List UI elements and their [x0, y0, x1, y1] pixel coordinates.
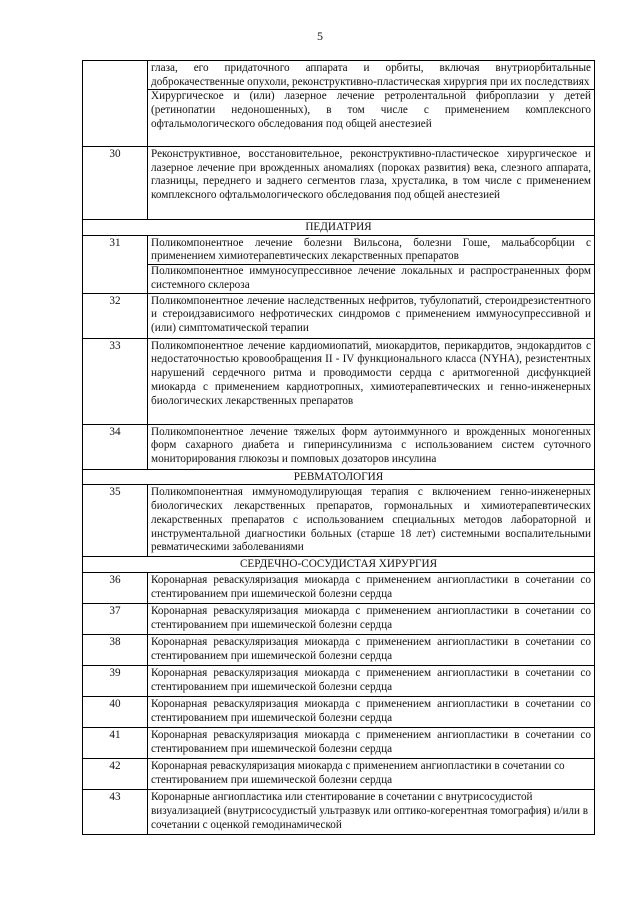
row-number: 39 — [83, 666, 148, 697]
row-description: Поликомпонентное лечение наследственных нефритов, тубулопатий, стероидрезистентного и стероидзависимого нефротических синдромов с применением иммуносупрессивной и (или) симптоматической терапии — [148, 293, 595, 338]
row-description: Реконструктивное, восстановительное, реконструктивно-пластическое хирургическое и лазерное лечение при врожденных аномалиях (пороках развития) века, слезного аппарата, глазницы, переднего и заднего сегментов глаза, хрусталика, в том числе с применением комплексного офтальмологического обследования под общей анестезией — [148, 147, 595, 220]
table-row — [83, 147, 595, 220]
table-row — [83, 338, 595, 424]
page-number: 5 — [317, 29, 323, 43]
section-row — [83, 469, 595, 485]
table-row — [83, 293, 595, 338]
row-number: 31 — [83, 235, 148, 293]
row-description: Поликомпонентное лечение тяжелых форм аутоиммунного и врожденных моногенных форм сахарного диабета и гиперинсулинизма с использованием систем суточного мониторирования глюкозы и помповых дозаторов инсулина — [148, 424, 595, 469]
section-row — [83, 220, 595, 236]
procedures-table — [82, 60, 595, 835]
row-number: 35 — [83, 485, 148, 557]
row-number-empty — [83, 61, 148, 147]
description-retinopathy: Хирургическое и (или) лазерное лечение ретролентальной фиброплазии у детей (ретинопатии недоношенных), в том числе с применением комплексного офтальмологического обследования под общей анестезией — [148, 89, 594, 131]
row-number: 30 — [83, 147, 148, 220]
row-description: Коронарная реваскуляризация миокарда с применением ангиопластики в сочетании со стентированием при ишемической болезни сердца — [148, 697, 595, 728]
table-row — [83, 61, 595, 147]
table-row — [83, 485, 595, 557]
row-description: Коронарная реваскуляризация миокарда с применением ангиопластики в сочетании со стентированием при ишемической болезни сердца — [148, 666, 595, 697]
row-number: 37 — [83, 604, 148, 635]
row-number: 40 — [83, 697, 148, 728]
table-row — [83, 759, 595, 790]
table-row — [83, 697, 595, 728]
table-row — [83, 424, 595, 469]
table-row — [83, 604, 595, 635]
row-description: Поликомпонентное лечение кардиомиопатий, миокардитов, перикардитов, эндокардитов с недостаточностью кровообращения II - IV функционального класса (NYHA), резистентных нарушений сердечного ритма и проводимости сердца с аритмогенной дисфункцией миокарда с применением кардиотропных, химиотерапевтических и генно-инженерных биологических лекарственных препаратов — [148, 338, 595, 424]
row-description: Коронарная реваскуляризация миокарда с применением ангиопластики в сочетании со стентированием при ишемической болезни сердца — [148, 759, 595, 790]
section-title-pediatria: ПЕДИАТРИЯ — [83, 220, 595, 236]
row-description — [148, 235, 595, 293]
section-title-revmatologia: РЕВМАТОЛОГИЯ — [83, 469, 595, 485]
section-row — [83, 557, 595, 573]
row-number: 32 — [83, 293, 148, 338]
description-wilson: Поликомпонентное лечение болезни Вильсона, болезни Гоше, мальабсорбции с применением химиотерапевтических лекарственных препаратов — [151, 236, 591, 263]
row-number: 36 — [83, 573, 148, 604]
description-sclerosis: Поликомпонентное иммуносупрессивное лечение локальных и распространенных форм системного склероза — [148, 264, 594, 292]
table-row — [83, 573, 595, 604]
row-description: Коронарная реваскуляризация миокарда с применением ангиопластики в сочетании со стентированием при ишемической болезни сердца — [148, 573, 595, 604]
row-number: 43 — [83, 790, 148, 835]
row-description: Коронарная реваскуляризация миокарда с применением ангиопластики в сочетании со стентированием при ишемической болезни сердца — [148, 728, 595, 759]
table-row — [83, 728, 595, 759]
table-row — [83, 666, 595, 697]
row-number: 42 — [83, 759, 148, 790]
row-number: 33 — [83, 338, 148, 424]
row-number: 34 — [83, 424, 148, 469]
row-description: Поликомпонентная иммуномодулирующая терапия с включением генно-инженерных биологических лекарственных препаратов, гормональных и химиотерапевтических лекарственных препаратов с использованием специальных методов лабораторной и инструментальной диагностики больных (старше 18 лет) системными воспалительными ревматическими заболеваниями — [148, 485, 595, 557]
row-description: Коронарная реваскуляризация миокарда с применением ангиопластики в сочетании со стентированием при ишемической болезни сердца — [148, 635, 595, 666]
table-row — [83, 635, 595, 666]
description-continued: глаза, его придаточного аппарата и орбиты, включая внутриорбитальные доброкачественные опухоли, реконструктивно-пластическая хирургия при их последствиях — [151, 62, 591, 88]
row-number: 41 — [83, 728, 148, 759]
row-description: Коронарная реваскуляризация миокарда с применением ангиопластики в сочетании со стентированием при ишемической болезни сердца — [148, 604, 595, 635]
table-row — [83, 235, 595, 293]
row-number: 38 — [83, 635, 148, 666]
row-description — [148, 61, 595, 147]
section-title-cardio: СЕРДЕЧНО-СОСУДИСТАЯ ХИРУРГИЯ — [83, 557, 595, 573]
row-description: Коронарные ангиопластика или стентирование в сочетании с внутрисосудистой визуализацией (внутрисосудистый ультразвук или оптико-когерентная томография) и/или в сочетании с оценкой гемодинамической — [148, 790, 595, 835]
table-row — [83, 790, 595, 835]
